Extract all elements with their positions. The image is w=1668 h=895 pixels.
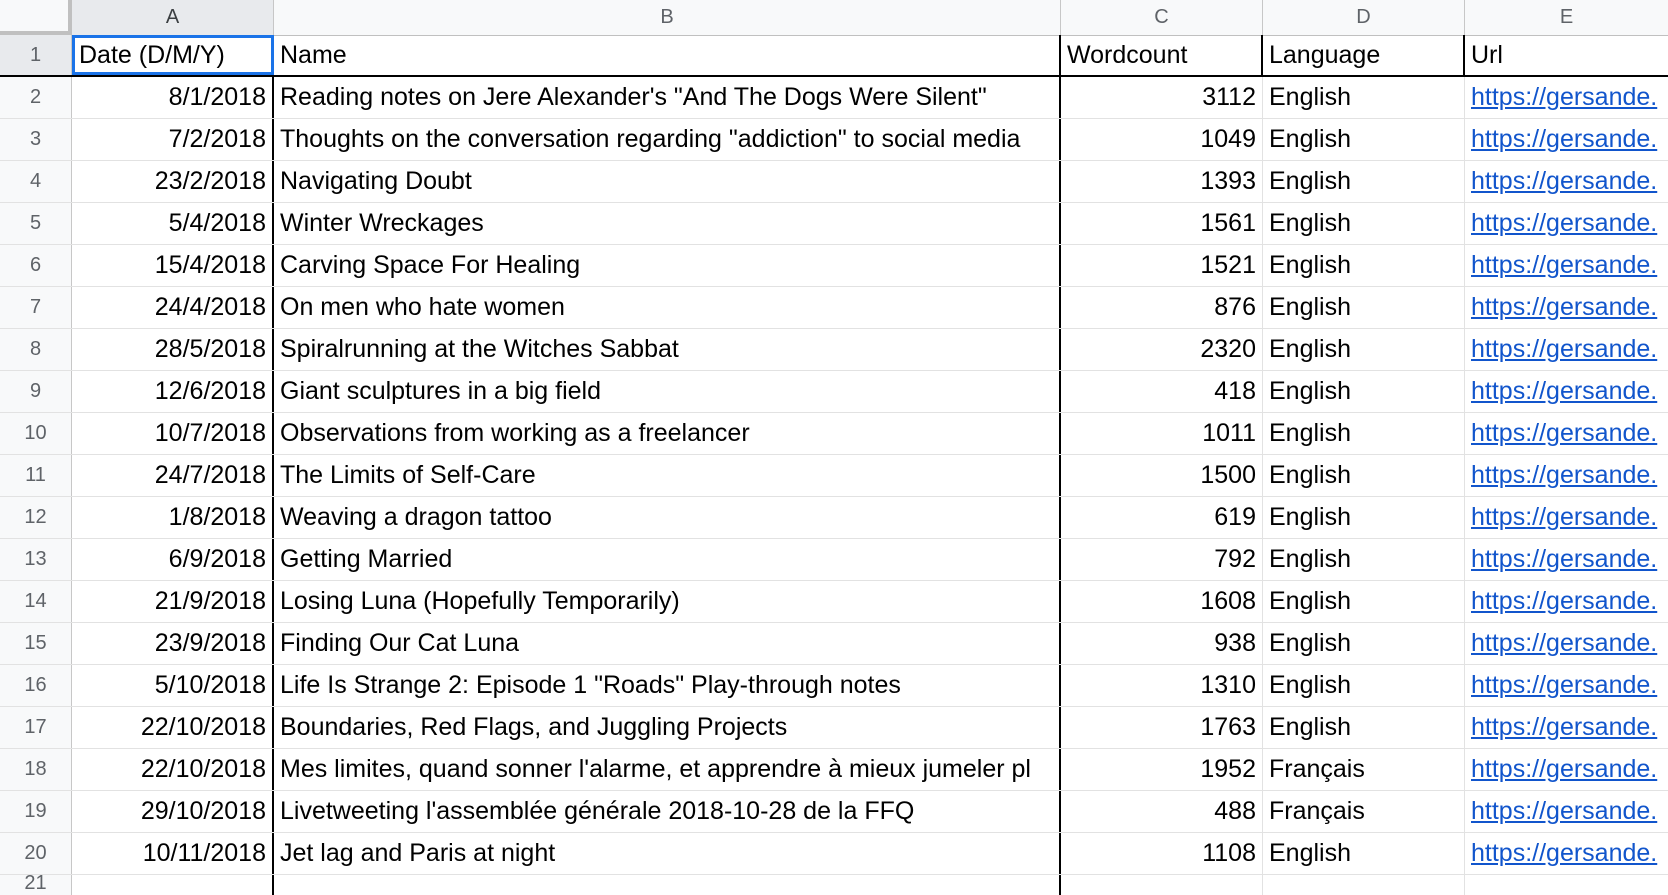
row-header[interactable]: 7 xyxy=(0,287,72,328)
url-link[interactable]: https://gersande. xyxy=(1471,545,1658,573)
select-all-corner[interactable] xyxy=(0,0,72,35)
wordcount-cell[interactable]: 1561 xyxy=(1061,203,1263,244)
url-link[interactable]: https://gersande. xyxy=(1471,377,1658,405)
table-row xyxy=(0,581,1668,623)
table-row xyxy=(0,455,1668,497)
url-cell[interactable] xyxy=(1465,539,1668,580)
language-cell[interactable]: English xyxy=(1263,581,1465,622)
date-cell[interactable]: 12/6/2018 xyxy=(72,371,274,412)
date-cell[interactable]: 28/5/2018 xyxy=(72,329,274,370)
url-link[interactable]: https://gersande. xyxy=(1471,671,1658,699)
row-header[interactable]: 10 xyxy=(0,413,72,454)
language-cell[interactable]: English xyxy=(1263,497,1465,538)
wordcount-cell[interactable]: 1952 xyxy=(1061,749,1263,790)
wordcount-cell[interactable]: 1011 xyxy=(1061,413,1263,454)
url-link[interactable]: https://gersande. xyxy=(1471,125,1658,153)
cell-c1[interactable]: Wordcount xyxy=(1061,35,1263,75)
url-cell[interactable] xyxy=(1465,413,1668,454)
date-cell[interactable] xyxy=(72,875,274,895)
row-header[interactable]: 3 xyxy=(0,119,72,160)
url-link[interactable]: https://gersande. xyxy=(1471,461,1658,489)
cell-d1[interactable]: Language xyxy=(1263,35,1465,75)
table-row xyxy=(0,707,1668,749)
url-cell[interactable] xyxy=(1465,623,1668,664)
row-header[interactable]: 12 xyxy=(0,497,72,538)
row-header[interactable]: 17 xyxy=(0,707,72,748)
language-cell[interactable]: English xyxy=(1263,245,1465,286)
row-header[interactable]: 4 xyxy=(0,161,72,202)
rows-container xyxy=(0,35,1668,895)
date-cell[interactable]: 23/2/2018 xyxy=(72,161,274,202)
table-row xyxy=(0,245,1668,287)
language-cell[interactable]: Français xyxy=(1263,749,1465,790)
wordcount-cell[interactable]: 792 xyxy=(1061,539,1263,580)
table-row xyxy=(0,539,1668,581)
wordcount-cell[interactable]: 418 xyxy=(1061,371,1263,412)
language-cell[interactable]: English xyxy=(1263,707,1465,748)
row-header[interactable]: 9 xyxy=(0,371,72,412)
url-link[interactable]: https://gersande. xyxy=(1471,797,1658,825)
url-link[interactable]: https://gersande. xyxy=(1471,713,1658,741)
name-cell[interactable]: On men who hate women xyxy=(274,287,1061,328)
url-cell[interactable] xyxy=(1465,833,1668,874)
date-cell[interactable]: 24/4/2018 xyxy=(72,287,274,328)
url-link[interactable]: https://gersande. xyxy=(1471,503,1658,531)
wordcount-cell[interactable]: 1393 xyxy=(1061,161,1263,202)
name-cell[interactable]: Observations from working as a freelancer xyxy=(274,413,1061,454)
row-header[interactable]: 11 xyxy=(0,455,72,496)
date-cell[interactable]: 10/11/2018 xyxy=(72,833,274,874)
url-link[interactable]: https://gersande. xyxy=(1471,629,1658,657)
url-link[interactable]: https://gersande. xyxy=(1471,293,1658,321)
url-cell[interactable] xyxy=(1465,581,1668,622)
table-row-partial xyxy=(0,875,1668,895)
url-link[interactable]: https://gersande. xyxy=(1471,83,1658,111)
wordcount-cell[interactable]: 619 xyxy=(1061,497,1263,538)
url-cell[interactable] xyxy=(1465,371,1668,412)
language-cell[interactable]: English xyxy=(1263,161,1465,202)
wordcount-cell[interactable]: 1049 xyxy=(1061,119,1263,160)
url-cell[interactable] xyxy=(1465,161,1668,202)
name-cell[interactable]: Weaving a dragon tattoo xyxy=(274,497,1061,538)
cell-b1[interactable]: Name xyxy=(274,35,1061,75)
url-cell[interactable] xyxy=(1465,791,1668,832)
table-row xyxy=(0,329,1668,371)
header-row xyxy=(0,35,1668,77)
url-link[interactable]: https://gersande. xyxy=(1471,167,1658,195)
cell-a1-selected[interactable]: Date (D/M/Y) xyxy=(72,35,274,75)
language-cell[interactable]: English xyxy=(1263,833,1465,874)
column-header-d[interactable]: D xyxy=(1263,0,1465,35)
language-cell[interactable]: English xyxy=(1263,455,1465,496)
table-row xyxy=(0,161,1668,203)
wordcount-cell[interactable] xyxy=(1061,875,1263,895)
table-row xyxy=(0,665,1668,707)
column-header-bar xyxy=(0,0,1668,36)
date-cell[interactable]: 6/9/2018 xyxy=(72,539,274,580)
date-cell[interactable]: 24/7/2018 xyxy=(72,455,274,496)
column-header-c[interactable]: C xyxy=(1061,0,1263,35)
url-cell[interactable] xyxy=(1465,287,1668,328)
language-cell[interactable] xyxy=(1263,875,1465,895)
date-cell[interactable]: 22/10/2018 xyxy=(72,749,274,790)
cell-e1[interactable]: Url xyxy=(1471,40,1503,69)
name-cell[interactable]: Getting Married xyxy=(274,539,1061,580)
row-header[interactable]: 20 xyxy=(0,833,72,874)
name-cell[interactable]: Jet lag and Paris at night xyxy=(274,833,1061,874)
url-link[interactable]: https://gersande. xyxy=(1471,209,1658,237)
language-cell[interactable]: English xyxy=(1263,539,1465,580)
name-cell[interactable] xyxy=(274,875,1061,895)
url-cell[interactable] xyxy=(1465,329,1668,370)
date-cell[interactable]: 7/2/2018 xyxy=(72,119,274,160)
language-cell[interactable]: English xyxy=(1263,623,1465,664)
row-header[interactable]: 21 xyxy=(0,875,72,895)
date-cell[interactable]: 1/8/2018 xyxy=(72,497,274,538)
wordcount-cell[interactable]: 1763 xyxy=(1061,707,1263,748)
language-cell[interactable]: English xyxy=(1263,287,1465,328)
row-header[interactable]: 18 xyxy=(0,749,72,790)
url-link[interactable]: https://gersande. xyxy=(1471,755,1658,783)
wordcount-cell[interactable]: 488 xyxy=(1061,791,1263,832)
url-cell[interactable] xyxy=(1465,497,1668,538)
language-cell[interactable]: English xyxy=(1263,371,1465,412)
url-link[interactable]: https://gersande. xyxy=(1471,335,1658,363)
wordcount-cell[interactable]: 1521 xyxy=(1061,245,1263,286)
name-cell[interactable]: Losing Luna (Hopefully Temporarily) xyxy=(274,581,1061,622)
date-cell[interactable]: 22/10/2018 xyxy=(72,707,274,748)
language-cell[interactable]: English xyxy=(1263,665,1465,706)
url-cell[interactable] xyxy=(1465,119,1668,160)
date-cell[interactable]: 5/4/2018 xyxy=(72,203,274,244)
wordcount-cell[interactable]: 1608 xyxy=(1061,581,1263,622)
language-cell[interactable]: English xyxy=(1263,413,1465,454)
row-header[interactable]: 15 xyxy=(0,623,72,664)
url-cell[interactable] xyxy=(1465,203,1668,244)
url-cell[interactable] xyxy=(1465,707,1668,748)
row-header[interactable]: 13 xyxy=(0,539,72,580)
url-cell[interactable] xyxy=(1465,875,1668,895)
name-cell[interactable]: Finding Our Cat Luna xyxy=(274,623,1061,664)
url-cell[interactable] xyxy=(1465,77,1668,118)
row-header[interactable]: 19 xyxy=(0,791,72,832)
table-row xyxy=(0,413,1668,455)
url-link[interactable]: https://gersande. xyxy=(1471,587,1658,615)
table-row xyxy=(0,77,1668,119)
url-cell[interactable] xyxy=(1465,665,1668,706)
column-header-a[interactable]: A xyxy=(72,0,274,35)
date-cell[interactable]: 21/9/2018 xyxy=(72,581,274,622)
table-row xyxy=(0,791,1668,833)
url-link[interactable]: https://gersande. xyxy=(1471,251,1658,279)
column-header-b[interactable]: B xyxy=(274,0,1061,35)
language-cell[interactable]: English xyxy=(1263,119,1465,160)
name-cell[interactable]: Navigating Doubt xyxy=(274,161,1061,202)
name-cell[interactable]: Life Is Strange 2: Episode 1 "Roads" Play-through notes xyxy=(274,665,1061,706)
row-header[interactable]: 14 xyxy=(0,581,72,622)
table-row xyxy=(0,119,1668,161)
date-cell[interactable]: 8/1/2018 xyxy=(72,77,274,118)
row-header[interactable]: 1 xyxy=(0,35,72,75)
url-link[interactable]: https://gersande. xyxy=(1471,839,1658,867)
table-row xyxy=(0,287,1668,329)
url-cell[interactable] xyxy=(1465,245,1668,286)
date-cell[interactable]: 15/4/2018 xyxy=(72,245,274,286)
wordcount-cell[interactable]: 1500 xyxy=(1061,455,1263,496)
wordcount-cell[interactable]: 938 xyxy=(1061,623,1263,664)
wordcount-cell[interactable]: 3112 xyxy=(1061,77,1263,118)
table-row xyxy=(0,497,1668,539)
table-row xyxy=(0,833,1668,875)
wordcount-cell[interactable]: 2320 xyxy=(1061,329,1263,370)
name-cell[interactable]: Livetweeting l'assemblée générale 2018-10-28 de la FFQ xyxy=(274,791,1061,832)
name-cell[interactable]: Mes limites, quand sonner l'alarme, et apprendre à mieux jumeler pl xyxy=(274,749,1061,790)
name-cell[interactable]: Thoughts on the conversation regarding "addiction" to social media xyxy=(274,119,1061,160)
row-header[interactable]: 6 xyxy=(0,245,72,286)
column-header-e[interactable]: E xyxy=(1559,6,1574,28)
row-header[interactable]: 5 xyxy=(0,203,72,244)
name-cell[interactable]: Winter Wreckages xyxy=(274,203,1061,244)
name-cell[interactable]: Carving Space For Healing xyxy=(274,245,1061,286)
url-link[interactable]: https://gersande. xyxy=(1471,419,1658,447)
date-cell[interactable]: 29/10/2018 xyxy=(72,791,274,832)
language-cell[interactable]: English xyxy=(1263,329,1465,370)
row-header[interactable]: 8 xyxy=(0,329,72,370)
url-cell[interactable] xyxy=(1465,455,1668,496)
name-cell[interactable]: Reading notes on Jere Alexander's "And The Dogs Were Silent" xyxy=(274,77,1061,118)
row-header[interactable]: 16 xyxy=(0,665,72,706)
wordcount-cell[interactable]: 876 xyxy=(1061,287,1263,328)
language-cell[interactable]: Français xyxy=(1263,791,1465,832)
language-cell[interactable]: English xyxy=(1263,203,1465,244)
language-cell[interactable]: English xyxy=(1263,77,1465,118)
table-row xyxy=(0,203,1668,245)
table-row xyxy=(0,623,1668,665)
name-cell[interactable]: Boundaries, Red Flags, and Juggling Projects xyxy=(274,707,1061,748)
date-cell[interactable]: 5/10/2018 xyxy=(72,665,274,706)
name-cell[interactable]: Giant sculptures in a big field xyxy=(274,371,1061,412)
name-cell[interactable]: Spiralrunning at the Witches Sabbat xyxy=(274,329,1061,370)
url-cell[interactable] xyxy=(1465,749,1668,790)
row-header[interactable]: 2 xyxy=(0,77,72,118)
table-row xyxy=(0,371,1668,413)
table-row xyxy=(0,749,1668,791)
name-cell[interactable]: The Limits of Self-Care xyxy=(274,455,1061,496)
wordcount-cell[interactable]: 1310 xyxy=(1061,665,1263,706)
date-cell[interactable]: 10/7/2018 xyxy=(72,413,274,454)
date-cell[interactable]: 23/9/2018 xyxy=(72,623,274,664)
wordcount-cell[interactable]: 1108 xyxy=(1061,833,1263,874)
